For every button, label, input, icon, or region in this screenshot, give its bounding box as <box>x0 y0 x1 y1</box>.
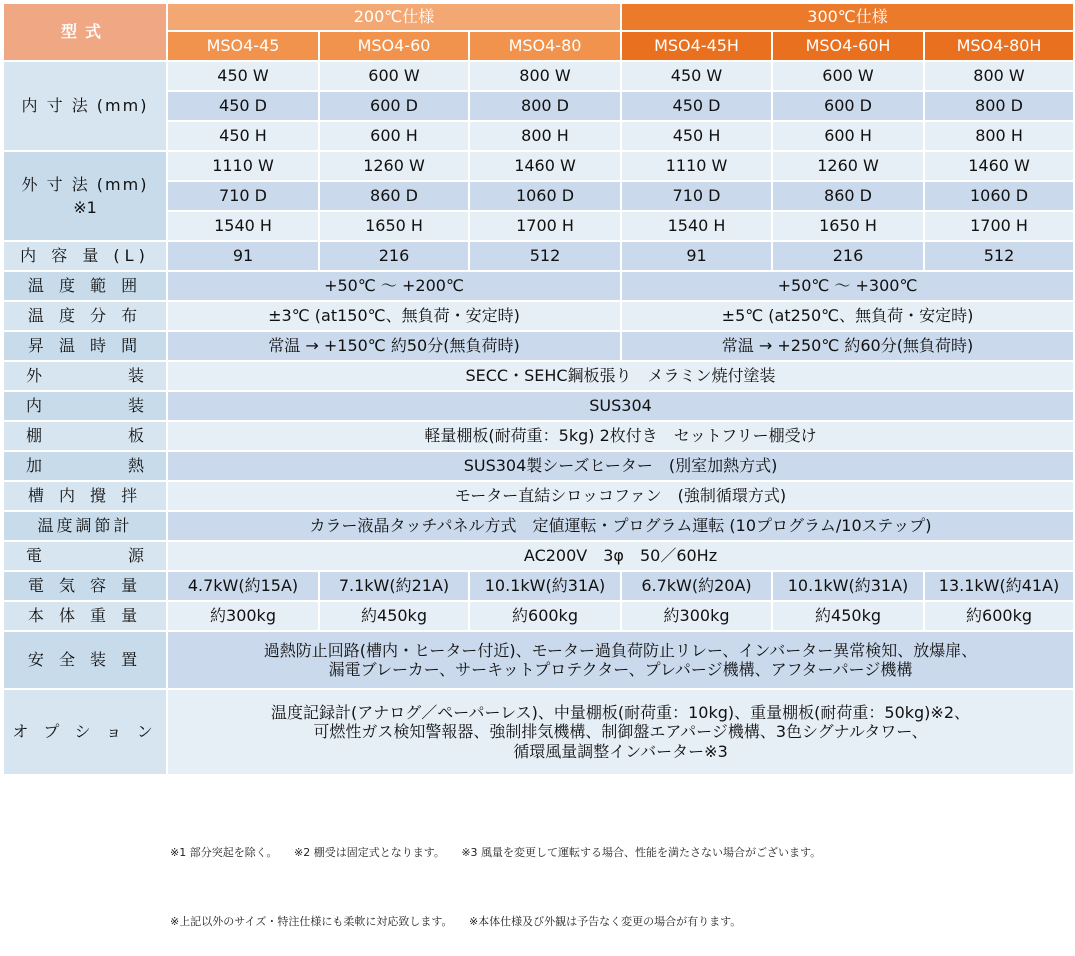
table-cell: 1060 D <box>469 181 621 211</box>
table-cell: 860 D <box>772 181 924 211</box>
footnote-line: ※上記以外のサイズ・特注仕様にも柔軟に対応致します。 ※本体仕様及び外観は予告なく変更の場合が有ります。 <box>170 915 742 928</box>
model-name: MSO4-80 <box>469 31 621 61</box>
table-cell: 600 W <box>772 61 924 91</box>
inner-dim-label: 内 寸 法 (mm) <box>3 61 167 151</box>
temp-dist-300: ±5℃ (at250℃、無負荷・安定時) <box>621 301 1074 331</box>
table-cell: 1060 D <box>924 181 1074 211</box>
model-name: MSO4-60H <box>772 31 924 61</box>
controller-value: カラー液晶タッチパネル方式 定値運転・プログラム運転 (10プログラム/10ステップ) <box>167 511 1074 541</box>
table-cell: 1110 W <box>621 151 772 181</box>
table-cell: 1650 H <box>319 211 469 241</box>
exterior-row <box>3 361 1074 391</box>
table-cell: 1700 H <box>924 211 1074 241</box>
model-name: MSO4-60 <box>319 31 469 61</box>
capacity-label: 内 容 量 (L) <box>3 241 167 271</box>
table-cell: 4.7kW(約15A) <box>167 571 319 601</box>
heating-value: SUS304製シーズヒーター (別室加熱方式) <box>167 451 1074 481</box>
table-cell: 約450kg <box>772 601 924 631</box>
temp-dist-row <box>3 301 1074 331</box>
table-cell: 91 <box>167 241 319 271</box>
group-300c-header: 300℃仕様 <box>621 3 1074 31</box>
shelf-label: 棚 板 <box>3 421 167 451</box>
table-cell: 800 D <box>924 91 1074 121</box>
power-label: 電 源 <box>3 541 167 571</box>
model-header: 型式 <box>3 3 167 61</box>
table-cell: 91 <box>621 241 772 271</box>
shelf-row <box>3 421 1074 451</box>
table-cell: 7.1kW(約21A) <box>319 571 469 601</box>
power-value: AC200V 3φ 50／60Hz <box>167 541 1074 571</box>
header-group-row <box>3 3 1074 31</box>
safety-label: 安 全 装 置 <box>3 631 167 689</box>
spec-table <box>2 2 1075 776</box>
table-cell: 600 H <box>319 121 469 151</box>
options-line: 温度記録計(アナログ／ペーパーレス)、中量棚板(耐荷重：10kg)、重量棚板(耐荷重：50kg)※2、 <box>271 703 971 723</box>
weight-label: 本 体 重 量 <box>3 601 167 631</box>
options-value <box>167 689 1074 775</box>
table-cell: 800 H <box>924 121 1074 151</box>
table-cell: 約450kg <box>319 601 469 631</box>
options-row <box>3 689 1074 775</box>
elec-capacity-row <box>3 571 1074 601</box>
safety-line: 漏電ブレーカー、サーキットプロテクター、プレパージ機構、アフターパージ機構 <box>328 660 913 679</box>
table-cell: 10.1kW(約31A) <box>772 571 924 601</box>
safety-value <box>167 631 1074 689</box>
temp-range-300: +50℃ ～ +300℃ <box>621 271 1074 301</box>
footnotes <box>170 795 821 956</box>
capacity-row <box>3 241 1074 271</box>
stirring-value: モーター直結シロッコファン (強制循環方式) <box>167 481 1074 511</box>
temp-range-row <box>3 271 1074 301</box>
model-name: MSO4-45H <box>621 31 772 61</box>
table-cell: 13.1kW(約41A) <box>924 571 1074 601</box>
table-cell: 約300kg <box>621 601 772 631</box>
table-cell: 1540 H <box>621 211 772 241</box>
temp-dist-200: ±3℃ (at150℃、無負荷・安定時) <box>167 301 621 331</box>
safety-line: 過熱防止回路(槽内・ヒーター付近)、モーター過負荷防止リレー、インバーター異常検知、放爆扉、 <box>263 640 978 660</box>
exterior-value: SECC・SEHC鋼板張り メラミン焼付塗装 <box>167 361 1074 391</box>
table-cell: 1110 W <box>167 151 319 181</box>
table-cell: 710 D <box>621 181 772 211</box>
table-cell: 450 H <box>621 121 772 151</box>
inner-dim-row <box>3 61 1074 91</box>
interior-label: 内 装 <box>3 391 167 421</box>
table-cell: 6.7kW(約20A) <box>621 571 772 601</box>
heatup-row <box>3 331 1074 361</box>
table-cell: 216 <box>772 241 924 271</box>
group-200c-header: 200℃仕様 <box>167 3 621 31</box>
table-cell: 1700 H <box>469 211 621 241</box>
power-row <box>3 541 1074 571</box>
stirring-row <box>3 481 1074 511</box>
table-cell: 10.1kW(約31A) <box>469 571 621 601</box>
table-cell: 800 W <box>924 61 1074 91</box>
shelf-value: 軽量棚板(耐荷重：5kg) 2枚付き セットフリー棚受け <box>167 421 1074 451</box>
controller-row <box>3 511 1074 541</box>
table-cell: 約600kg <box>469 601 621 631</box>
controller-label: 温度調節計 <box>3 511 167 541</box>
table-cell: 1260 W <box>772 151 924 181</box>
table-cell: 710 D <box>167 181 319 211</box>
safety-row <box>3 631 1074 689</box>
table-cell: 約300kg <box>167 601 319 631</box>
heating-row <box>3 451 1074 481</box>
footnote-line: ※1 部分突起を除く。 ※2 棚受は固定式となります。 ※3 風量を変更して運転する場合、性能を満たさない場合がございます。 <box>170 846 822 859</box>
table-cell: 1460 W <box>469 151 621 181</box>
table-cell: 800 H <box>469 121 621 151</box>
heatup-200: 常温 → +150℃ 約50分(無負荷時) <box>167 331 621 361</box>
table-cell: 450 H <box>167 121 319 151</box>
table-cell: 約600kg <box>924 601 1074 631</box>
temp-dist-label: 温 度 分 布 <box>3 301 167 331</box>
table-cell: 600 W <box>319 61 469 91</box>
outer-dim-label-text: 外 寸 法 (mm) <box>21 174 149 194</box>
model-name: MSO4-80H <box>924 31 1074 61</box>
options-label: オ プ シ ョ ン <box>3 689 167 775</box>
table-cell: 216 <box>319 241 469 271</box>
heatup-label: 昇 温 時 間 <box>3 331 167 361</box>
table-cell: 860 D <box>319 181 469 211</box>
table-cell: 1460 W <box>924 151 1074 181</box>
table-cell: 600 H <box>772 121 924 151</box>
table-cell: 512 <box>469 241 621 271</box>
table-cell: 600 D <box>319 91 469 121</box>
table-cell: 450 D <box>621 91 772 121</box>
temp-range-200: +50℃ ～ +200℃ <box>167 271 621 301</box>
options-line: 可燃性ガス検知警報器、強制排気機構、制御盤エアパージ機構、3色シグナルタワー、 <box>313 722 928 742</box>
interior-row <box>3 391 1074 421</box>
exterior-label: 外 装 <box>3 361 167 391</box>
table-cell: 1540 H <box>167 211 319 241</box>
table-cell: 1650 H <box>772 211 924 241</box>
heating-label: 加 熱 <box>3 451 167 481</box>
table-cell: 450 D <box>167 91 319 121</box>
table-cell: 800 D <box>469 91 621 121</box>
table-cell: 450 W <box>621 61 772 91</box>
outer-dim-note: ※1 <box>73 198 97 217</box>
table-cell: 800 W <box>469 61 621 91</box>
table-cell: 512 <box>924 241 1074 271</box>
interior-value: SUS304 <box>167 391 1074 421</box>
table-cell: 1260 W <box>319 151 469 181</box>
heatup-300: 常温 → +250℃ 約60分(無負荷時) <box>621 331 1074 361</box>
weight-row <box>3 601 1074 631</box>
table-cell: 600 D <box>772 91 924 121</box>
outer-dim-label <box>3 151 167 241</box>
elec-capacity-label: 電 気 容 量 <box>3 571 167 601</box>
outer-dim-row <box>3 151 1074 181</box>
options-line: 循環風量調整インバーター※3 <box>513 741 728 761</box>
model-name: MSO4-45 <box>167 31 319 61</box>
stirring-label: 槽 内 攪 拌 <box>3 481 167 511</box>
temp-range-label: 温 度 範 囲 <box>3 271 167 301</box>
table-cell: 450 W <box>167 61 319 91</box>
